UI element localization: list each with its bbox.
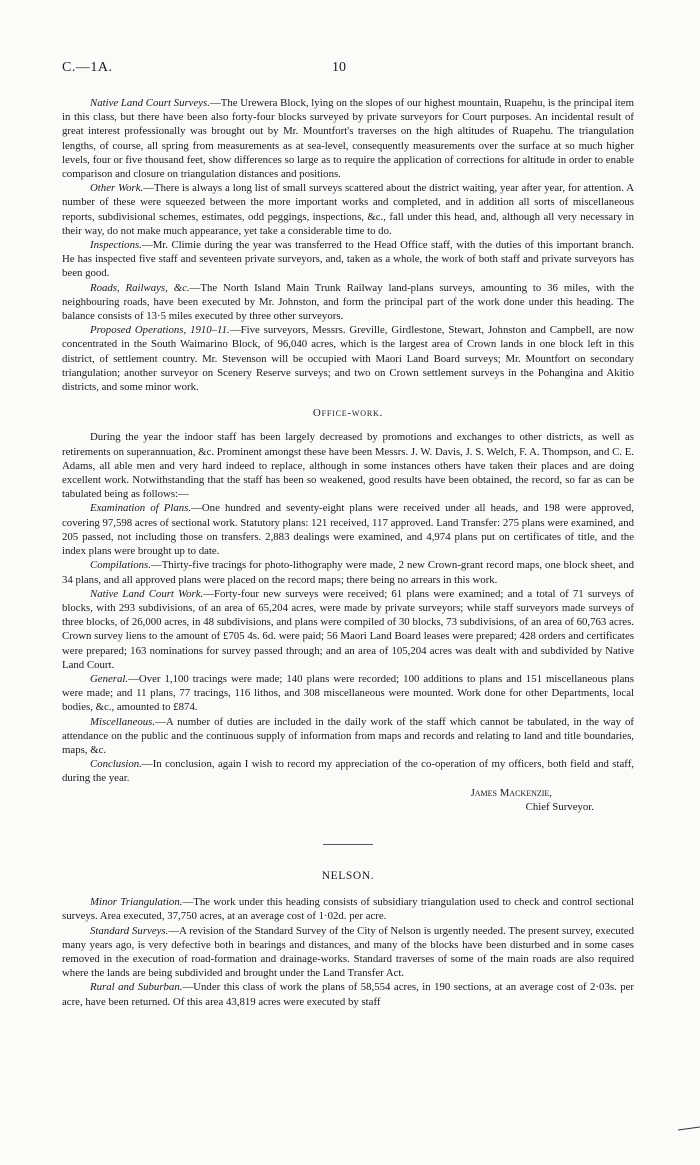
paragraph-standard-surveys	[62, 924, 634, 981]
paragraph-conclusion	[62, 757, 634, 785]
paragraph-text: —The North Island Main Trunk Railway land-plans surveys, amounting to 36 miles, with the neighbouring roads, have been executed by Mr. Johnston, and form the principal part of the work done under this heading. The balance consists of 13·5 miles executed by three other surveyors.	[62, 281, 635, 323]
paragraph-text: —Under this class of work the plans of 58,554 acres, in 190 sections, at an average cost of 2·03s. per acre, have been returned. Of this area 43,819 acres were executed by staff	[62, 981, 634, 1008]
paragraph-text: —The Urewera Block, lying on the slopes of our highest mountain, Ruapehu, is the principal item in this class, but there have been also forty-four blocks surveyed by private surveyors for Court purposes. An incidental result of great interest professionally was brought out by Mr. Mountfort's traverses on the high altitudes of Ruapehu. The triangulation lengths, of course, all spring from measurements as at sea-level, consequently measurements over the surface at so much higher levels, four or five thousand feet, show differences so large as to require the application of corrections for altitude in order to enable comparison and closure on triangulation distances and positions.	[62, 97, 634, 181]
paragraph-title: Minor Triangulation.	[90, 896, 183, 909]
paragraph-text: —There is always a long list of small surveys scattered about the district waiting, year after year, for attention. A number of these were squeezed between the more important works and completed, and in addition all sorts of miscellaneous reports, subdivisional schemes, estimates, odd peggings, inspections, &c., fall under this head, and, although all very necessary in their way, do not make much appearance, yet take a considerable time to do.	[62, 182, 635, 237]
paragraph-inspections	[62, 238, 634, 281]
paragraph-title: Conclusion.	[90, 758, 142, 771]
paragraph-compilations	[62, 558, 634, 586]
signature-name: James Mackenzie,	[470, 786, 552, 799]
paragraph-title: Compilations.	[90, 559, 151, 572]
paragraph-text: —Five surveyors, Messrs. Greville, Girdlestone, Stewart, Johnston and Campbell, are now concentrated in the South Waimarino Block, of 96,040 acres, which is the largest area of Crown lands in one block left in this district, of settlement country. Mr. Stevenson will be occupied with Maori Land Board surveys; Mr. Mountfort on secondary triangulation; another surveyor on Scenery Reserve surveys; and two on Crown settlement surveys in the Pohangina and Akitio districts, and some minor work.	[62, 324, 634, 394]
paragraph-title: Native Land Court Work.	[90, 587, 204, 600]
paragraph-title: Proposed Operations, 1910–11.	[90, 324, 230, 337]
paragraph-title: Native Land Court Surveys.	[90, 97, 210, 109]
paragraph-proposed-operations	[62, 323, 634, 394]
section-heading-office-work: Office-work.	[312, 407, 384, 420]
paragraph-roads-railways	[62, 281, 634, 324]
signature-title: Chief Surveyor.	[525, 800, 594, 813]
paragraph-text: —Forty-four new surveys were received; 61 plans were examined; and a total of 71 surveys of blocks, with 293 subdivisions, of an area of 65,204 acres, were made by private surveyors; while staff surveyors made surveys of three blocks, of 26,000 acres, in 48 subdivisions, and plans were compiled of 30 blocks, 73 subdivisions, of an area of 60,763 acres. Crown survey liens to the amount of £705 4s. 6d. were paid; 56 Maori Land Board leases were prepared; 428 orders and certificates were prepared; 163 nominations for survey passed through; and an area of 105,204 acres was dealt with and subdivided by Native Land Court.	[62, 587, 634, 671]
paragraph-other-work	[62, 181, 634, 238]
margin-pen-mark	[678, 1126, 700, 1130]
paragraph-text: —Over 1,100 tracings were made; 140 plans were recorded; 100 additions to plans and 151 miscellaneous plans were made; and 11 plans, 77 tracings, 116 lithos, and 308 miscellaneous were mounted. Work done for other Departments, local bodies, &c., amounted to £874.	[62, 672, 634, 714]
paragraph-text: —A number of duties are included in the daily work of the staff which cannot be tabulated, in the way of attendance on the public and the continuous supply of information from maps and records and relating to land and title boundaries, maps, &c.	[62, 715, 634, 756]
paragraph-title: Standard Surveys.	[90, 924, 169, 937]
document-body	[62, 96, 634, 1009]
page-header	[62, 60, 638, 80]
paragraph-native-land-court-surveys	[62, 96, 634, 181]
paragraph-title: Other Work.	[90, 182, 144, 195]
paragraph-text: —In conclusion, again I wish to record my appreciation of the co-operation of my officers, both field and staff, during the year.	[62, 758, 634, 785]
paragraph-miscellaneous	[62, 715, 634, 758]
paragraph-native-land-court-work	[62, 587, 634, 672]
paragraph-text: —A revision of the Standard Survey of the City of Nelson is urgently needed. The present survey, executed many years ago, is very defective both in bearings and distances, and many of the blocks have been disturbed and in some cases removed in the execution of road-formation and drainage-works. Standard traverses of some of the main roads are also required where the lands are being subdivided and brought under the Land Transfer Act.	[62, 924, 635, 980]
signature-block	[62, 786, 634, 800]
paragraph-examination-of-plans	[62, 501, 634, 558]
paragraph-text: —One hundred and seventy-eight plans were received under all heads, and 198 were approved, covering 97,598 acres of sectional work. Statutory plans: 121 received, 117 approved. Land Transfer: 275 plans were examined, and 205 passed, not including those on transfers. 2,883 dealings were examined, and 4,974 plans put on certificates of title, and the index plans were brought up to date.	[62, 502, 634, 558]
paragraph-minor-triangulation	[62, 895, 634, 923]
paragraph-title: General.	[90, 672, 129, 685]
paragraph-title: Roads, Railways, &c.	[90, 281, 190, 294]
paragraph-text: —The work under this heading consists of subsidiary triangulation used to check and control sectional surveys. Area executed, 37,750 acres, at an average cost of 1·02d. per acre.	[62, 896, 634, 923]
paragraph-text: —Mr. Climie during the year was transferred to the Head Office staff, with the duties of this important branch. He has inspected five staff and seventeen private surveyors, and, taken as a whole, the work of both staff and private surveyors has been good.	[62, 239, 634, 280]
section-divider	[323, 844, 373, 845]
paragraph-title: Inspections.	[90, 239, 142, 252]
paragraph-title: Examination of Plans.	[90, 502, 192, 515]
paragraph-rural-and-suburban	[62, 980, 634, 1008]
paragraph-office-intro: During the year the indoor staff has been largely decreased by promotions and exchanges to other districts, as well as retirements on superannuation, &c. Prominent amongst these have been Messrs. J. W. Davis, J. S. Welch, F. A. Thompson, and C. E. Adams, all able men and very hard indeed to replace, although in some instances others have taken their places and are doing excellent work. Notwithstanding that the staff has been so weakened, good results have been obtained, the record, so far as can be tabulated being as follows:—	[62, 431, 634, 501]
document-reference: C.—1A.	[62, 60, 113, 75]
paragraph-general	[62, 672, 634, 715]
section-heading-nelson: NELSON.	[321, 869, 375, 882]
paragraph-title: Miscellaneous.	[90, 715, 156, 728]
paragraph-text: —Thirty-five tracings for photo-lithography were made, 2 new Crown-grant record maps, one block sheet, and 34 plans, and all approved plans were placed on the record maps; there being no arrears in this work.	[62, 559, 634, 586]
page-number: 10	[332, 60, 346, 75]
paragraph-title: Rural and Suburban.	[90, 981, 183, 994]
